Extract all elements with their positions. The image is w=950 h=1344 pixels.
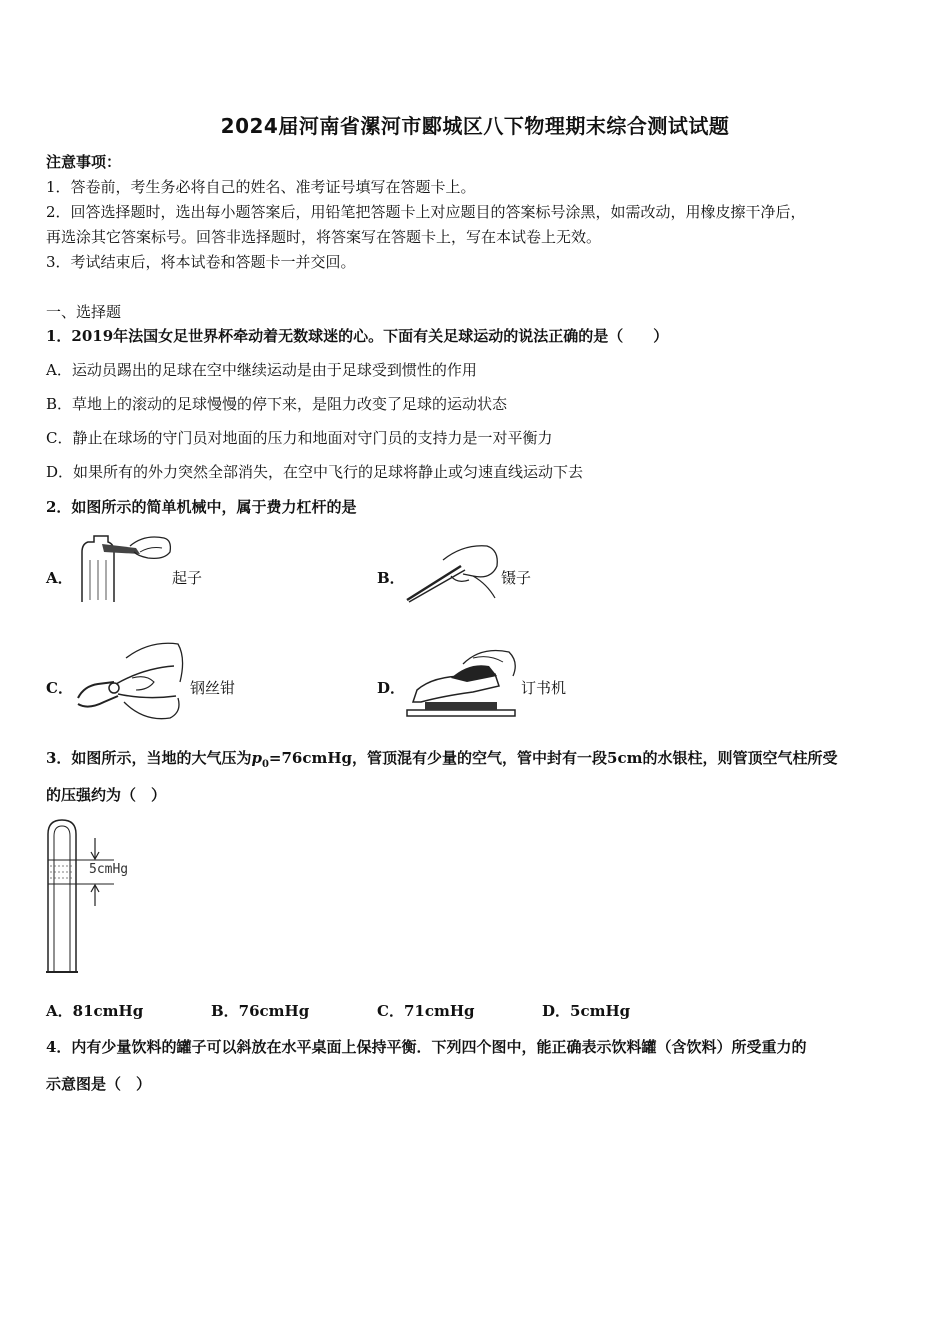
notice-heading: 注意事项： <box>46 153 122 171</box>
pressure-symbol: p <box>251 749 262 767</box>
question-1-option-b: B．草地上的滚动的足球慢慢的停下来，是阻力改变了足球的运动状态 <box>46 395 508 413</box>
mercury-tube-figure <box>44 816 148 976</box>
question-4-stem: 4．内有少量饮料的罐子可以斜放在水平桌面上保持平衡．下列四个图中，能正确表示饮料罐（含饮料）所受重力的 <box>46 1038 807 1056</box>
mercury-column-label: 5cmHg <box>89 862 129 877</box>
question-3-stem-line2: 的压强约为（ ） <box>46 786 167 804</box>
question-2-option-d-label: 订书机 <box>521 679 567 697</box>
question-1-option-d: D．如果所有的外力突然全部消失，在空中飞行的足球将静止或匀速直线运动下去 <box>46 463 584 481</box>
question-1-option-a: A．运动员踢出的足球在空中继续运动是由于足球受到惯性的作用 <box>46 361 477 379</box>
question-2-option-b-letter: B． <box>377 569 405 587</box>
pliers-figure <box>74 638 186 724</box>
question-2-option-d-letter: D． <box>377 679 406 697</box>
question-2-option-a-label: 起子 <box>172 569 203 587</box>
tweezers-figure <box>403 540 501 604</box>
notice-item: 再选涂其它答案标号。回答非选择题时，将答案写在答题卡上，写在本试卷上无效。 <box>46 228 602 246</box>
question-2-option-c-label: 钢丝钳 <box>190 679 236 697</box>
question-3-stem-part1: 3．如图所示，当地的大气压为 <box>46 749 252 767</box>
question-2-option-a-letter: A． <box>46 569 73 587</box>
question-3-option-c: C．71cmHg <box>377 1002 475 1020</box>
notice-item: 3．考试结束后，将本试卷和答题卡一并交回。 <box>46 253 356 271</box>
stapler-figure <box>403 646 521 720</box>
question-3-option-b: B．76cmHg <box>211 1002 310 1020</box>
pressure-subscript: 0 <box>261 759 269 770</box>
question-2-stem: 2．如图所示的简单机械中，属于费力杠杆的是 <box>46 498 357 516</box>
question-3-stem-part2: =76cmHg，管顶混有少量的空气，管中封有一段5cm的水银柱，则管顶空气柱所受 <box>268 749 838 767</box>
question-3-option-d: D．5cmHg <box>542 1002 631 1020</box>
question-3-stem <box>46 746 910 777</box>
question-1-stem: 1．2019年法国女足世界杯牵动着无数球迷的心。下面有关足球运动的说法正确的是（ ） <box>46 327 669 345</box>
question-3-option-a: A．81cmHg <box>46 1002 144 1020</box>
question-4-stem-line2: 示意图是（ ） <box>46 1075 152 1093</box>
question-1-option-c: C．静止在球场的守门员对地面的压力和地面对守门员的支持力是一对平衡力 <box>46 429 553 447</box>
question-2-option-b-label: 镊子 <box>501 569 532 587</box>
notice-item: 2．回答选择题时，选出每小题答案后，用铅笔把答题卡上对应题目的答案标号涂黑，如需改动，用橡皮擦干净后， <box>46 203 806 221</box>
question-2-option-c-letter: C． <box>46 679 73 697</box>
bottle-opener-figure <box>74 530 174 604</box>
section-heading: 一、选择题 <box>46 303 122 321</box>
page-title: 2024届河南省漯河市郾城区八下物理期末综合测试试题 <box>220 114 730 138</box>
notice-item: 1．答卷前，考生务必将自己的姓名、准考证号填写在答题卡上。 <box>46 178 476 196</box>
